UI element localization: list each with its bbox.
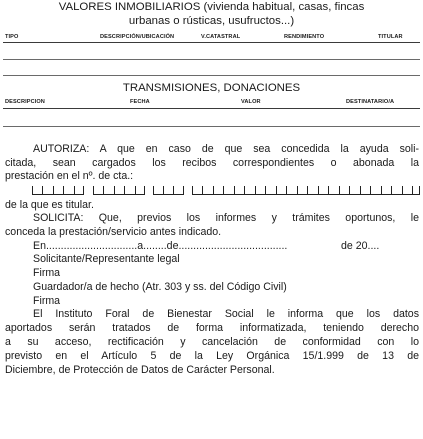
col-descripcion: DESCRIPCION — [5, 99, 45, 105]
account-group-3 — [153, 194, 184, 195]
autoriza-line2: citada, sean cargados los recibos correspondientes o abonada la — [5, 157, 419, 169]
privacy-line5: Diciembre, de Protección de Datos de Carácter Personal. — [5, 364, 275, 376]
account-group-1 — [32, 194, 84, 195]
account-group-4 — [192, 194, 420, 195]
col-descripcion-ubicacion: DESCRIPCIÓN/UBICACIÓN — [100, 34, 175, 40]
privacy-line4: previsto en el Artículo 5 de la Ley Orgánica 15/1.999 de 13 de — [5, 350, 419, 362]
autoriza-line4: de la que es titular. — [5, 199, 94, 211]
privacy-line3: a su acceso, rectificación y cancelación de conformidad con lo — [5, 336, 419, 348]
col-destinatario: DESTINATARIO/A — [346, 99, 395, 105]
valores-row-rule-1 — [3, 59, 420, 60]
privacy-line2: aportados serán tratados de forma informatizada, teniendo derecho — [5, 322, 419, 334]
place-blank[interactable]: ............................... — [45, 240, 138, 252]
transmisiones-header-rule — [3, 108, 420, 109]
day-blank[interactable]: ........ — [143, 240, 167, 252]
signature-year[interactable] — [341, 240, 379, 254]
label-a: a — [137, 240, 144, 252]
solicita-line2: conceda la prestación/servicio antes indicado. — [5, 226, 222, 238]
signature-place-date[interactable] — [33, 240, 287, 254]
col-rendimiento: RENDIMIENTO — [284, 34, 325, 40]
col-v-catastral: V.CATASTRAL — [201, 34, 241, 40]
label-en: En — [33, 240, 46, 252]
firma-label-2: Firma — [33, 295, 61, 307]
col-valor: VALOR — [241, 99, 261, 105]
account-number-boxes[interactable] — [32, 186, 420, 195]
transmisiones-row-rule-1 — [3, 126, 420, 127]
autoriza-line1: AUTORIZA: A que en caso de que sea concedida la ayuda soli- — [33, 143, 419, 155]
solicita-line1: SOLICITA: Que, previos los informes y trámites oportunos, le — [33, 212, 419, 224]
col-fecha: FECHA — [130, 99, 150, 105]
privacy-line1: El Instituto Foral de Bienestar Social le informa que los datos — [33, 308, 419, 320]
valores-title-line2: urbanas o rústicas, usufructos...) — [128, 15, 295, 27]
label-de: de — [166, 240, 179, 252]
label-de-20: de 20 — [341, 240, 368, 252]
year-blank[interactable]: .... — [367, 240, 380, 252]
col-titular: TITULAR — [378, 34, 403, 40]
transmisiones-title: TRANSMISIONES, DONACIONES — [122, 82, 301, 94]
account-group-2 — [93, 194, 145, 195]
solicitante-label: Solicitante/Representante legal — [33, 253, 180, 265]
autoriza-line3: prestación en el nº. de cta.: — [5, 170, 134, 182]
guardador-label: Guardador/a de hecho (Atr. 303 y ss. del Código Civil) — [33, 281, 287, 293]
firma-label-1: Firma — [33, 267, 61, 279]
valores-title-line1: VALORES INMOBILIARIOS (vivienda habitual, casas, fincas — [58, 1, 365, 13]
valores-row-rule-2 — [3, 75, 420, 76]
col-tipo: TIPO — [5, 34, 19, 40]
valores-header-rule — [3, 42, 420, 43]
month-blank[interactable]: ..................................... — [178, 240, 288, 252]
